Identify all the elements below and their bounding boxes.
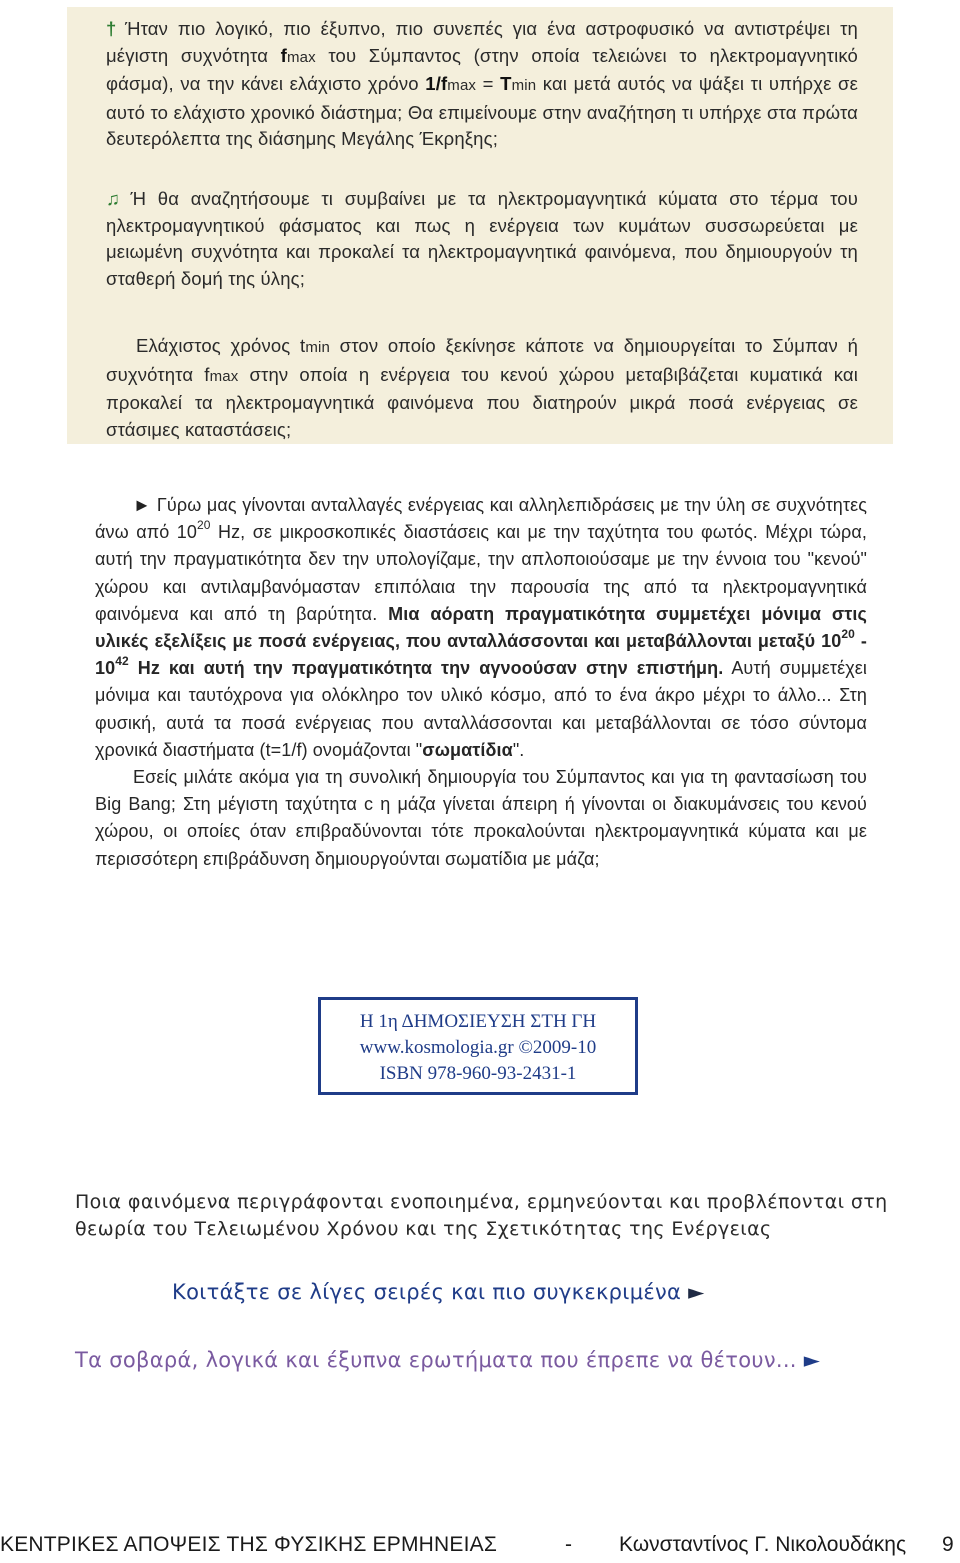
publication-title: Η 1η ΔΗΜΟΣΙΕΥΣΗ ΣΤΗ ΓΗ bbox=[359, 1011, 597, 1032]
box-paragraph-2: ♫ Ή θα αναζητήσουμε τι συμβαίνει με τα ηλεκτρομαγνητικά κύματα στο τέρμα του ηλεκτρομαγνητικού φάσματος και πως η ενέργεια των κυμάτων συσσωρεύεται με μειωμένη συχνότητα και προκαλεί τα ηλεκτρομαγνητικά φαινόμενα, που δημιουργούν τη σταθερή δομή της ύλης; bbox=[106, 188, 858, 289]
triangle-bullet-icon: ► bbox=[133, 495, 151, 515]
arrow-right-icon[interactable]: ► bbox=[803, 1348, 821, 1372]
publication-website: www.kosmologia.gr ©2009-10 bbox=[359, 1037, 597, 1058]
concise-link[interactable]: Κοιτάξτε σε λίγες σειρές και πιο συγκεκριμένα ► bbox=[172, 1280, 705, 1304]
arrow-right-icon[interactable]: ► bbox=[688, 1280, 705, 1304]
questions-link[interactable]: Τα σοβαρά, λογικά και έξυπνα ερωτήματα που έπρεπε να θέτουν... ► bbox=[75, 1348, 821, 1372]
dagger-marker-icon: † bbox=[106, 18, 121, 39]
box-paragraph-1: † Ήταν πιο λογικό, πιο έξυπνο, πιο συνεπές για ένα αστροφυσικό να αντιστρέψει τη μέγιστη συχνότητα fmax του Σύμπαντος (στην οποία τελειώνει το ηλεκτρομαγνητικό φάσμα), να την κάνει ελάχιστο χρόνο 1/fmax = Tmin και μετά αυτός να ψάξει τι υπήρχε σε αυτό το ελάχιστο χρονικό διάστημα; Θα επιμείνουμε στην αναζήτηση τι υπήρχε στα πρώτα δευτερόλεπτα της διάσημης Μεγάλης Έκρηξης; bbox=[106, 18, 858, 150]
footer-title: ΚΕΝΤΡΙΚΕΣ ΑΠΟΨΕΙΣ ΤΗΣ ΦΥΣΙΚΗΣ ΕΡΜΗΝΕΙΑΣ bbox=[0, 1533, 498, 1556]
main-body-text: ► Γύρω μας γίνονται ανταλλαγές ενέργειας και αλληλεπιδράσεις με την ύλη σε συχνότητες άνω από $10^{20}$ Hz, σε μικροσκοπικές διαστάσεις και με την ταχύτητα του φωτός. Μέχρι τώρα, αυτή την πραγματικότητα δεν την υπολογίζαμε, την απλοποιούσαμε με την έννοια του "κενού" χώρου και αντιλαμβανόμασταν επιπόλαια την παρουσία της από τα ηλεκτρομαγνητικά φαινόμενα και από τη βαρύτητα. Μια αόρατη πραγματικότητα συμμετέχει μόνιμα στις υλικές εξελίξεις με ποσά ενέργειας, που ανταλλάσσονται και μεταβάλλονται μεταξύ $10^{20} - 10^{42}$ Hz και αυτή την πραγματικότητα την αγνοούσαν στην επιστήμη. Αυτή συμμετέχει μόνιμα και ταυτόχρονα για ολόκληρο τον υλικό κόσμο, από το ένα άκρο μέχρι το άλλο... Στη φυσική, αυτά τα ποσά ενέργειας που ανταλλάσσονται και μεταβάλλονται σε τόσο σύντομα χρονικά διαστήματα (t=1/f) ονομάζονται "σωματίδια". Εσείς μιλάτε ακόμα για τη συνολική δημιουργία του Σύμπαντος και για τη φαντασίωση του Big Bang; Στη μέγιστη ταχύτητα c η μάζα γίνεται άπειρη ή γίνονται οι διακυμάνσεις του κενού χώρου, οι οποίες όταν επιβραδύνονται τότε προκαλούνται ηλεκτρομαγνητικά κύματα και με περισσότερη επιβράδυνση δημιουργούνται σωματίδια με μάζα; bbox=[95, 495, 867, 869]
main-paragraph-2: Εσείς μιλάτε ακόμα για τη συνολική δημιουργία του Σύμπαντος και για τη φαντασίωση του Big Bang; Στη μέγιστη ταχύτητα c η μάζα γίνεται άπειρη ή γίνονται οι διακυμάνσεις του κενού χώρου, οι οποίες όταν επιβραδύνονται τότε προκαλούνται ηλεκτρομαγνητικά κύματα και με περισσότερη επιβράδυνση δημιουργούνται σωματίδια με μάζα; bbox=[95, 767, 867, 869]
box-paragraph-3: Ελάχιστος χρόνος tmin στον οποίο ξεκίνησε κάποτε να δημιουργείται το Σύμπαν ή συχνότητα fmax στην οποία η ενέργεια του κενού χώρου μεταβιβάζεται κυματικά και προκαλεί τα ηλεκτρομαγνητικά φαινόμενα που διατηρούν μικρά ποσά ενέργειας σε στάσιμες καταστάσεις; bbox=[106, 335, 859, 440]
footer-author: Κωνσταντίνος Γ. Νικολουδάκης bbox=[619, 1533, 907, 1556]
page-number: 9 bbox=[942, 1533, 954, 1556]
music-note-icon: ♫ bbox=[106, 188, 127, 209]
footer-separator: - bbox=[565, 1533, 572, 1556]
publication-box bbox=[318, 997, 638, 1095]
question-text: Ποια φαινόμενα περιγράφονται ενοποιημένα, ερμηνεύονται και προβλέπονται στη θεωρία του Τελειωμένου Χρόνου και της Σχετικότητας της Ενέργειας bbox=[75, 1191, 888, 1240]
emphasis-statement: Μια αόρατη πραγματικότητα συμμετέχει μόνιμα στις υλικές εξελίξεις με ποσά ενέργειας, που ανταλλάσσονται και μεταβάλλονται μεταξύ $10^{20} - 10^{42}$ Hz και αυτή την πραγματικότητα την αγνοούσαν στην επιστήμη. bbox=[95, 603, 867, 679]
page-footer bbox=[0, 1533, 960, 1563]
publication-isbn: ISBN 978-960-93-2431-1 bbox=[379, 1063, 577, 1084]
